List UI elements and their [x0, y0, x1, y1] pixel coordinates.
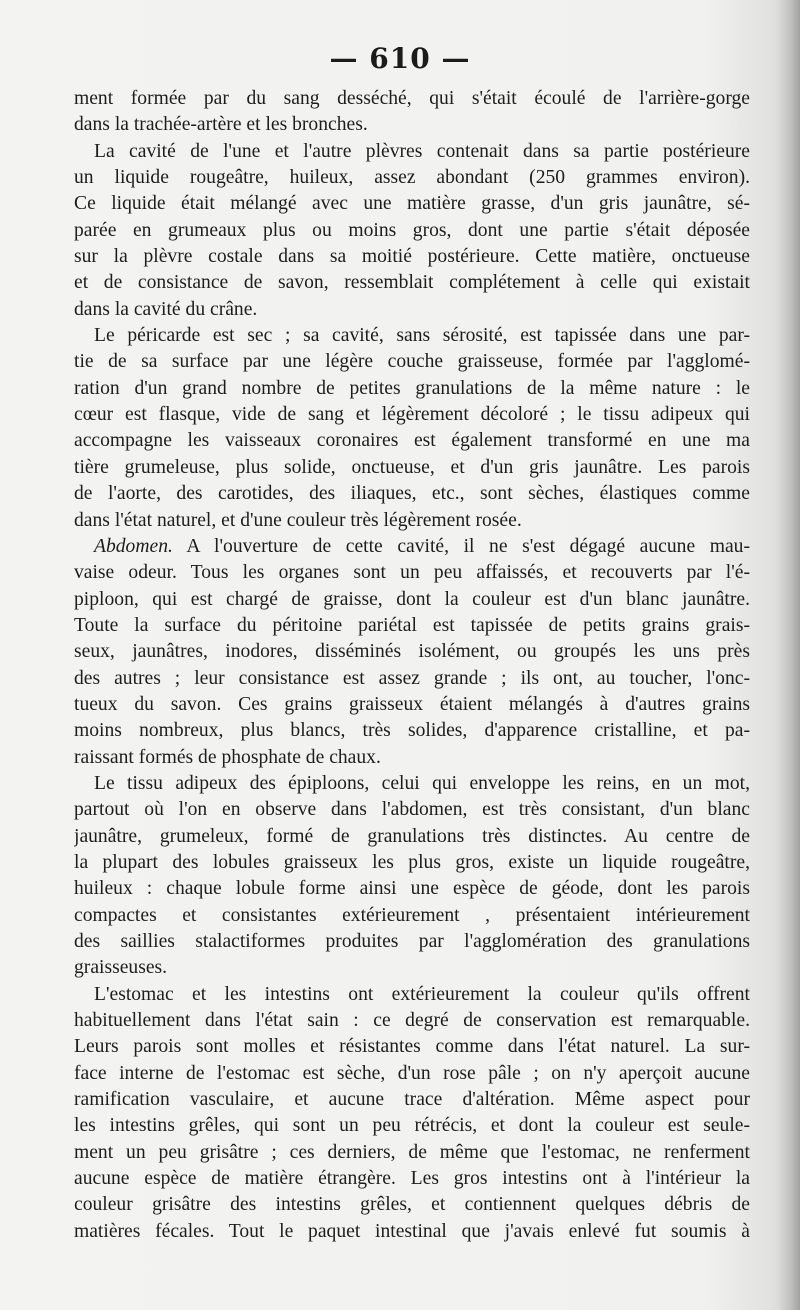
text-line — [74, 455, 750, 481]
text-line — [74, 955, 750, 981]
line-text: ment un peu grisâtre ; ces derniers, de même que l'estomac, ne renferment — [74, 1141, 750, 1163]
text-line — [74, 270, 750, 296]
text-line — [74, 1087, 750, 1113]
line-text: huileux : chaque lobule forme ainsi une espèce de géode, dont les parois — [74, 878, 750, 900]
line-text: un liquide rougeâtre, huileux, assez abondant (250 grammes environ). — [74, 167, 750, 189]
line-text: vaise odeur. Tous les organes sont un peu affaissés, et recouverts par l'é- — [74, 562, 750, 584]
text-line — [74, 824, 750, 850]
line-text: Ce liquide était mélangé avec une matière grasse, d'un gris jaunâtre, sé- — [74, 193, 750, 215]
line-text: moins nombreux, plus blancs, très solides, d'apparence cristalline, et pa- — [74, 720, 750, 742]
text-line — [74, 639, 750, 665]
text-line — [74, 376, 750, 402]
line-text: de l'aorte, des carotides, des iliaques, etc., sont sèches, élastiques comme — [74, 483, 750, 505]
text-line — [74, 86, 750, 112]
text-line — [74, 1192, 750, 1218]
text-line — [74, 903, 750, 929]
line-text: les intestins grêles, qui sont un peu rétrécis, et dont la couleur est seule- — [74, 1115, 750, 1137]
line-text: et de consistance de savon, ressemblait complétement à celle qui existait — [74, 272, 750, 294]
text-line — [74, 508, 750, 534]
line-text: accompagne les vaisseaux coronaires est également transformé en une ma — [74, 430, 750, 452]
text-line — [74, 349, 750, 375]
line-text: tière grumeleuse, plus solide, onctueuse, et d'un gris jaunâtre. Les parois — [74, 456, 750, 478]
line-text: ment formée par du sang desséché, qui s'était écoulé de l'arrière-gorge — [74, 88, 750, 109]
line-text: graisseuses. — [74, 957, 168, 979]
text-line — [74, 191, 750, 217]
text-line — [74, 560, 750, 586]
line-text: ramification vasculaire, et aucune trace d'altération. Même aspect pour — [74, 1089, 750, 1111]
text-line — [74, 244, 750, 270]
text-line — [74, 534, 750, 560]
text-line — [74, 323, 750, 349]
text-line — [74, 1034, 750, 1060]
text-line — [74, 1061, 750, 1087]
text-line — [74, 1219, 750, 1245]
text-line — [74, 745, 750, 771]
text-line — [74, 666, 750, 692]
text-line — [74, 876, 750, 902]
text-line — [74, 1113, 750, 1139]
text-line — [74, 587, 750, 613]
line-text: sur la plèvre costale dans sa moitié postérieure. Cette matière, onctueuse — [74, 246, 750, 268]
line-text: dans l'état naturel, et d'une couleur très légèrement rosée. — [74, 509, 522, 531]
line-text: Leurs parois sont molles et résistantes comme dans l'état naturel. La sur- — [74, 1036, 750, 1058]
section-heading-inline: Abdomen. — [94, 535, 173, 557]
text-line — [74, 218, 750, 244]
text-line — [74, 1008, 750, 1034]
body-text — [74, 86, 750, 1245]
line-text: partout où l'on en observe dans l'abdomen, est très consistant, d'un blanc — [74, 799, 750, 821]
line-text: La cavité de l'une et l'autre plèvres contenait dans sa partie postérieure — [94, 140, 750, 162]
text-line — [74, 613, 750, 639]
line-text: tueux du savon. Ces grains graisseux étaient mélangés à d'autres grains — [74, 693, 750, 715]
text-line — [74, 297, 750, 323]
line-text: Le tissu adipeux des épiploons, celui qui enveloppe les reins, en un mot, — [94, 772, 750, 794]
text-line — [74, 1140, 750, 1166]
line-text: parée en grumeaux plus ou moins gros, dont une partie s'était déposée — [74, 219, 750, 241]
line-text: seux, jaunâtres, inodores, disséminés isolément, ou groupés les uns près — [74, 641, 750, 663]
line-text: couleur grisâtre des intestins grêles, et contiennent quelques débris de — [74, 1194, 750, 1216]
line-text: dans la trachée-artère et les bronches. — [74, 114, 368, 136]
text-line — [74, 139, 750, 165]
text-line — [74, 797, 750, 823]
line-text: L'estomac et les intestins ont extérieurement la couleur qu'ils offrent — [94, 983, 750, 1005]
line-text: ration d'un grand nombre de petites granulations de la même nature : le — [74, 377, 750, 399]
text-line — [74, 165, 750, 191]
line-text: habituellement dans l'état sain : ce degré de conservation est remarquable. — [74, 1010, 750, 1032]
line-text: cœur est flasque, vide de sang et légèrement décoloré ; le tissu adipeux qui — [74, 404, 750, 426]
line-text: des saillies stalactiformes produites par l'agglomération des granulations — [74, 931, 750, 952]
line-text: Le péricarde est sec ; sa cavité, sans sérosité, est tapissée dans une par- — [94, 325, 750, 347]
text-line — [74, 1166, 750, 1192]
text-line — [74, 771, 750, 797]
line-text: des autres ; leur consistance est assez grande ; ils ont, au toucher, l'onc- — [74, 667, 750, 689]
line-text: raissant formés de phosphate de chaux. — [74, 746, 381, 768]
text-line — [74, 428, 750, 454]
text-line — [74, 692, 750, 718]
line-text: piploon, qui est chargé de graisse, dont la couleur est d'un blanc jaunâtre. — [74, 588, 750, 610]
line-text: matières fécales. Tout le paquet intestinal que j'avais enlevé fut soumis à — [74, 1220, 750, 1242]
line-text: la plupart des lobules graisseux les plus gros, existe un liquide rougeâtre, — [74, 851, 750, 873]
page-spine-shadow — [778, 0, 800, 1310]
line-text: dans la cavité du crâne. — [74, 298, 258, 320]
line-text: compactes et consistantes extérieurement , présentaient intérieurement — [74, 904, 750, 926]
line-text: tie de sa surface par une légère couche graisseuse, formée par l'agglomé- — [74, 351, 750, 373]
line-text: aucune espèce de matière étrangère. Les gros intestins ont à l'intérieur la — [74, 1168, 750, 1190]
text-line — [74, 850, 750, 876]
text-line — [74, 718, 750, 744]
text-line — [74, 481, 750, 507]
page-number: — 610 — — [329, 42, 471, 75]
line-text: jaunâtre, grumeleux, formé de granulations très distinctes. Au centre de — [74, 825, 750, 847]
line-text: Toute la surface du péritoine pariétal est tapissée de petits grains grais- — [74, 614, 750, 636]
line-text: face interne de l'estomac est sèche, d'un rose pâle ; on n'y aperçoit aucune — [74, 1062, 750, 1084]
line-text: A l'ouverture de cette cavité, il ne s'est dégagé aucune mau- — [172, 535, 750, 557]
text-line — [74, 112, 750, 138]
text-line — [74, 402, 750, 428]
text-line — [74, 982, 750, 1008]
text-line — [74, 929, 750, 955]
